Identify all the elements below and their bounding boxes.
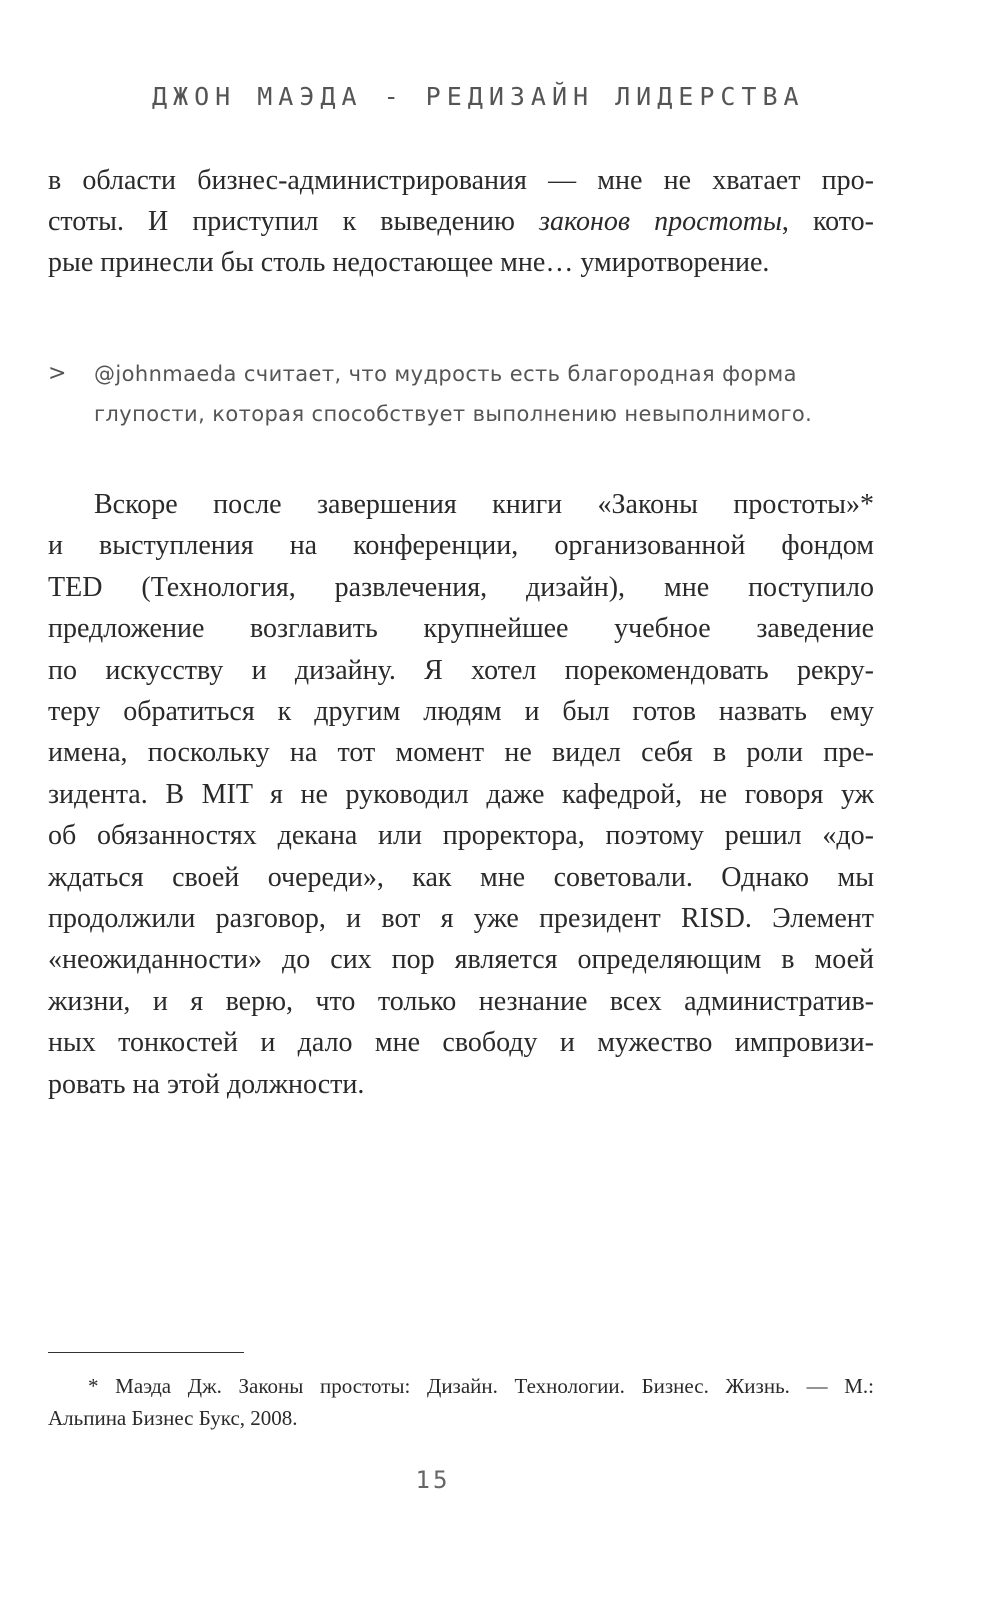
page-number: 15 [415, 1466, 451, 1494]
italic-term: законов простоты [539, 206, 782, 237]
footnote [48, 1370, 874, 1434]
footnote-line: * Маэда Дж. Законы простоты: Дизайн. Технологии. Бизнес. Жизнь. — М.: [88, 1374, 874, 1398]
text-line: ровать на этой должности. [48, 1068, 365, 1100]
quote-marker-icon: > [48, 361, 67, 386]
text-line: зидента. В MIT я не руководил даже кафедрой, не говоря уж [48, 778, 874, 810]
text-line: предложение возглавить крупнейшее учебное заведение [48, 613, 874, 645]
text-line: имена, поскольку на тот момент не видел себя в роли пре- [48, 737, 874, 769]
running-header: ДЖОН МАЭДА - РЕДИЗАЙН ЛИДЕРСТВА [152, 82, 805, 111]
text-line: Вскоре после завершения книги «Законы простоты»* [94, 489, 874, 520]
footnote-line: Альпина Бизнес Букс, 2008. [48, 1406, 298, 1430]
text-line: ных тонкостей и дало мне свободу и мужество импровизи- [48, 1027, 874, 1059]
text-line: теру обратиться к другим людям и был готов назвать ему [48, 696, 874, 728]
text-span: стоты. И приступил к выведению [48, 206, 540, 237]
text-line: и выступления на конференции, организованной фондом [48, 530, 874, 562]
text-line: «неожиданности» до сих пор является определяющим в моей [48, 944, 874, 976]
text-line: ждаться своей очереди», как мне советовали. Однако мы [48, 861, 874, 893]
text-line: жизни, и я верю, что только незнание всех административ- [48, 985, 874, 1017]
text-line: об обязанностях декана или проректора, поэтому решил «до- [48, 820, 874, 852]
text-line [48, 201, 874, 242]
text-line: в области бизнес-администрирования — мне не хватает про- [48, 165, 874, 196]
text-line: TED (Технология, развлечения, дизайн), мне поступило [48, 571, 874, 603]
text-line: по искусству и дизайну. Я хотел порекомендовать рекру- [48, 654, 874, 686]
tweet-quote [48, 354, 874, 434]
text-span: , кото- [781, 206, 874, 237]
text-line: @johnmaeda считает, что мудрость есть благородная форма [94, 362, 797, 386]
text-line: рые принесли бы столь недостающее мне… умиротворение. [48, 247, 770, 278]
text-line: продолжили разговор, и вот я уже президент RISD. Элемент [48, 903, 874, 935]
footnote-divider [48, 1352, 244, 1353]
text-line: глупости, которая способствует выполнению невыполнимого. [94, 402, 813, 426]
paragraph-continued [48, 160, 874, 283]
quote-text [94, 354, 874, 434]
paragraph-main [48, 484, 874, 1105]
